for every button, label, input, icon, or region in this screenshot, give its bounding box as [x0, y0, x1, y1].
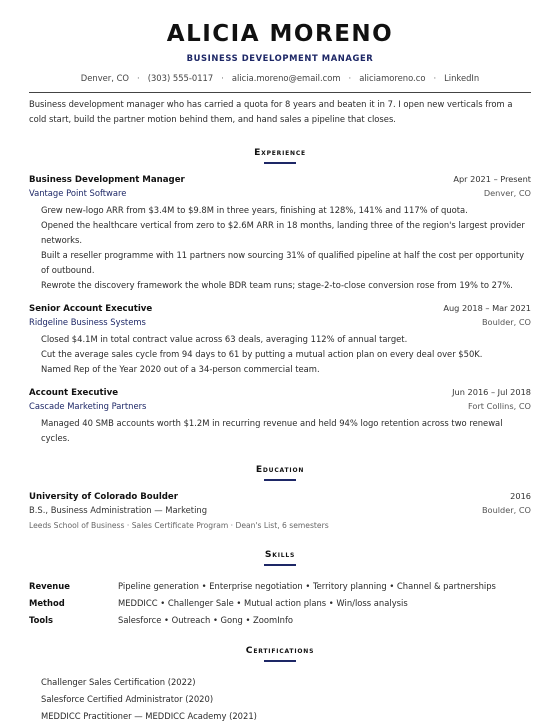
section-title-education: Education	[255, 464, 305, 475]
job-title: Business Development Manager	[29, 175, 185, 185]
summary-text: Business development manager who has carried a quota for 8 years and beaten it in 7. I open new verticals from a cold start, build the partner motion behind them, and hand sales a pipeline that closes.	[29, 99, 513, 124]
skill-category: Revenue	[29, 581, 70, 591]
school-location: Boulder, CO	[481, 505, 531, 515]
skill-category: Method	[29, 598, 65, 608]
job-bullet: Closed $4.1M in total contract value across 63 deals, averaging 112% of annual target.	[41, 334, 408, 344]
skill-items: Salesforce • Outreach • Gong • ZoomInfo	[118, 615, 294, 625]
skills-section	[29, 549, 531, 629]
certification-item: MEDDICC Practitioner — MEDDICC Academy (2021)	[41, 711, 257, 721]
education-section	[29, 464, 531, 530]
contact-email-link[interactable]: alicia.moreno@email.com	[231, 73, 341, 83]
certification-item: Salesforce Certified Administrator (2020)	[41, 694, 214, 704]
contact-linkedin-link[interactable]: LinkedIn	[444, 73, 480, 83]
section-title-certifications: Certifications	[245, 645, 315, 656]
job-location: Boulder, CO	[481, 317, 531, 327]
job-entry	[29, 387, 531, 446]
skill-row	[29, 595, 531, 612]
skill-row	[29, 612, 531, 629]
section-underline	[264, 660, 296, 662]
section-underline	[264, 162, 296, 164]
certification-item: Challenger Sales Certification (2022)	[41, 677, 196, 687]
job-bullets	[29, 332, 531, 377]
job-bullet: Cut the average sales cycle from 94 days to 61 by putting a mutual action plan on every deal over $50K.	[41, 349, 483, 359]
certification-list	[29, 674, 531, 725]
job-dates: Apr 2021 – Present	[453, 174, 531, 184]
skill-category: Tools	[29, 615, 53, 625]
contact-location: Denver, CO	[80, 73, 130, 83]
header-divider	[29, 92, 531, 93]
skill-items: Pipeline generation • Enterprise negotiation • Territory planning • Channel & partnerships	[118, 581, 496, 591]
job-bullet: Opened the healthcare vertical from zero to $2.6M ARR in 18 months, landing three of the region's largest provider networks.	[41, 220, 525, 245]
job-dates: Aug 2018 – Mar 2021	[443, 303, 531, 313]
job-company: Cascade Marketing Partners	[29, 401, 147, 411]
job-bullet: Grew new-logo ARR from $3.4M to $9.8M in three years, finishing at 128%, 141% and 117% of quota.	[41, 205, 468, 215]
job-location: Denver, CO	[483, 188, 531, 198]
degree: B.S., Business Administration — Marketing	[29, 505, 208, 515]
job-title: Account Executive	[29, 388, 119, 398]
contact-separator: ·	[433, 73, 437, 83]
education-note: Leeds School of Business · Sales Certificate Program · Dean's List, 6 semesters	[29, 521, 329, 530]
school-name: University of Colorado Boulder	[29, 492, 178, 502]
job-bullets	[29, 416, 531, 446]
contact-phone: (303) 555-0117	[147, 73, 214, 83]
contact-line	[29, 73, 531, 83]
contact-separator: ·	[137, 73, 140, 83]
section-underline	[264, 479, 296, 481]
job-entry	[29, 174, 531, 293]
contact-separator: ·	[348, 73, 352, 83]
graduation-year: 2016	[510, 491, 531, 501]
candidate-name: ALICIA MORENO	[166, 21, 394, 47]
section-title-skills: Skills	[264, 549, 296, 560]
job-company: Ridgeline Business Systems	[29, 317, 146, 327]
job-company: Vantage Point Software	[29, 188, 127, 198]
job-bullet: Named Rep of the Year 2020 out of a 34-person commercial team.	[41, 364, 320, 374]
job-entry	[29, 303, 531, 377]
contact-separator: ·	[221, 73, 224, 83]
job-bullet: Rewrote the discovery framework the whole BDR team runs; stage-2-to-close conversion rose from 19% to 27%.	[41, 280, 513, 290]
candidate-role: BUSINESS DEVELOPMENT MANAGER	[186, 53, 374, 63]
job-location: Fort Collins, CO	[468, 401, 531, 411]
experience-section	[29, 147, 531, 446]
skill-row	[29, 578, 531, 595]
skill-items: MEDDICC • Challenger Sale • Mutual action plans • Win/loss analysis	[118, 598, 408, 608]
job-dates: Jun 2016 – Jul 2018	[452, 387, 531, 397]
contact-website-link[interactable]: aliciamoreno.co	[359, 73, 426, 83]
section-title-experience: Experience	[254, 147, 306, 158]
section-underline	[264, 564, 296, 566]
job-bullet: Managed 40 SMB accounts worth $1.2M in recurring revenue and held 94% logo retention across two renewal cycles.	[41, 418, 503, 443]
job-bullet: Built a reseller programme with 11 partners now sourcing 31% of qualified pipeline at half the cost per opportunity of outbound.	[41, 250, 525, 275]
job-title: Senior Account Executive	[29, 304, 153, 314]
job-bullets	[29, 203, 531, 293]
certifications-section	[29, 645, 531, 725]
